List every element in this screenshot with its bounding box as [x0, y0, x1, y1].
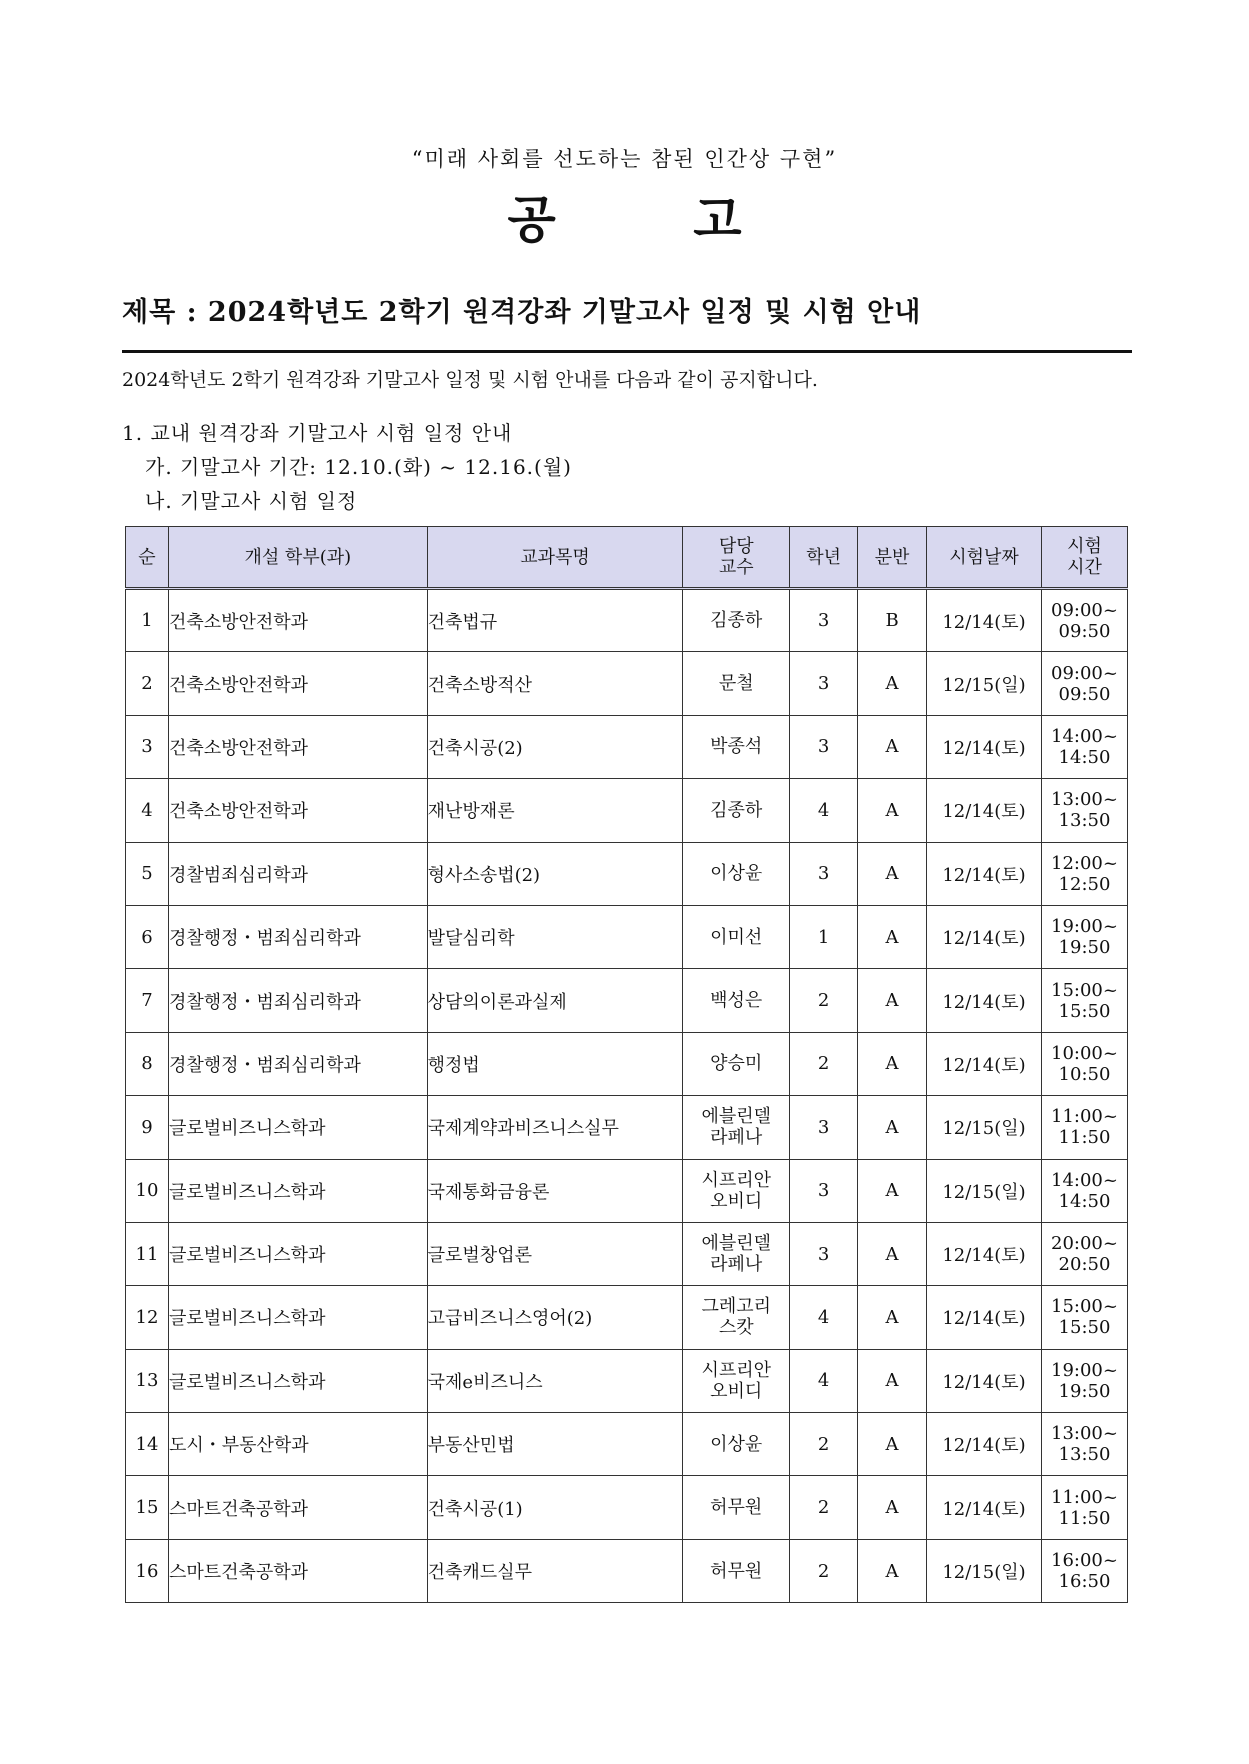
table-row	[126, 1476, 1128, 1539]
row-no: 6	[126, 905, 169, 968]
course-name: 상담의이론과실제	[427, 969, 683, 1032]
row-no: 14	[126, 1413, 169, 1476]
class-section: A	[858, 779, 927, 842]
professor: 양승미	[683, 1032, 790, 1095]
department: 경찰행정・범죄심리학과	[168, 1032, 427, 1095]
year: 2	[790, 1539, 858, 1602]
course-name: 재난방재론	[427, 779, 683, 842]
exam-period: 가. 기말고사 기간: 12.10.(화) ~ 12.16.(월)	[145, 455, 572, 479]
exam-time: 09:00~ 09:50	[1041, 652, 1127, 715]
department: 글로벌비즈니스학과	[168, 1286, 427, 1349]
class-section: A	[858, 1476, 927, 1539]
department: 글로벌비즈니스학과	[168, 1222, 427, 1285]
class-section: B	[858, 589, 927, 652]
year: 3	[790, 1159, 858, 1222]
course-name: 건축법규	[427, 589, 683, 652]
class-section: A	[858, 905, 927, 968]
table-header-row	[126, 527, 1128, 589]
row-no: 9	[126, 1096, 169, 1159]
table-row	[126, 779, 1128, 842]
exam-date: 12/14(토)	[927, 1476, 1042, 1539]
header-department: 개설 학부(과)	[168, 527, 427, 589]
department: 건축소방안전학과	[168, 589, 427, 652]
department: 글로벌비즈니스학과	[168, 1096, 427, 1159]
professor: 이상윤	[683, 1413, 790, 1476]
schedule-title: 나. 기말고사 시험 일정	[145, 489, 358, 513]
row-no: 8	[126, 1032, 169, 1095]
course-name: 부동산민법	[427, 1413, 683, 1476]
class-section: A	[858, 1096, 927, 1159]
exam-time: 16:00~ 16:50	[1041, 1539, 1127, 1602]
exam-time: 15:00~ 15:50	[1041, 1286, 1127, 1349]
class-section: A	[858, 842, 927, 905]
row-no: 4	[126, 779, 169, 842]
exam-time: 13:00~ 13:50	[1041, 779, 1127, 842]
header-professor: 담당 교수	[683, 527, 790, 589]
professor: 에블린델 라페나	[683, 1096, 790, 1159]
table-row	[126, 1413, 1128, 1476]
course-name: 형사소송법(2)	[427, 842, 683, 905]
exam-date: 12/14(토)	[927, 589, 1042, 652]
class-section: A	[858, 1413, 927, 1476]
course-name: 고급비즈니스영어(2)	[427, 1286, 683, 1349]
title-divider	[122, 350, 1132, 353]
year: 4	[790, 779, 858, 842]
header-class: 분반	[858, 527, 927, 589]
exam-date: 12/14(토)	[927, 905, 1042, 968]
exam-date: 12/14(토)	[927, 1286, 1042, 1349]
exam-time: 10:00~ 10:50	[1041, 1032, 1127, 1095]
department: 글로벌비즈니스학과	[168, 1349, 427, 1412]
year: 2	[790, 1413, 858, 1476]
table-row	[126, 589, 1128, 652]
exam-time: 09:00~ 09:50	[1041, 589, 1127, 652]
professor: 김종하	[683, 589, 790, 652]
year: 2	[790, 969, 858, 1032]
course-name: 건축소방적산	[427, 652, 683, 715]
course-name: 행정법	[427, 1032, 683, 1095]
exam-date: 12/14(토)	[927, 842, 1042, 905]
course-name: 발달심리학	[427, 905, 683, 968]
motto: “미래 사회를 선도하는 참된 인간상 구현”	[411, 147, 838, 171]
exam-date: 12/14(토)	[927, 1222, 1042, 1285]
exam-time: 11:00~ 11:50	[1041, 1476, 1127, 1539]
department: 건축소방안전학과	[168, 715, 427, 778]
header-exam-time: 시험 시간	[1041, 527, 1127, 589]
row-no: 13	[126, 1349, 169, 1412]
row-no: 11	[126, 1222, 169, 1285]
table-row	[126, 1222, 1128, 1285]
exam-date: 12/15(일)	[927, 1096, 1042, 1159]
table-row	[126, 969, 1128, 1032]
table-row	[126, 905, 1128, 968]
professor: 시프리안 오비디	[683, 1349, 790, 1412]
professor: 허무원	[683, 1476, 790, 1539]
exam-time: 19:00~ 19:50	[1041, 1349, 1127, 1412]
class-section: A	[858, 1222, 927, 1285]
table-row	[126, 1349, 1128, 1412]
department: 건축소방안전학과	[168, 779, 427, 842]
header-no: 순	[126, 527, 169, 589]
course-name: 건축시공(2)	[427, 715, 683, 778]
table-row	[126, 1539, 1128, 1602]
course-name: 국제통화금융론	[427, 1159, 683, 1222]
class-section: A	[858, 1286, 927, 1349]
exam-date: 12/14(토)	[927, 1413, 1042, 1476]
intro-text: 2024학년도 2학기 원격강좌 기말고사 일정 및 시험 안내를 다음과 같이 공지합니다.	[122, 369, 818, 391]
table-row	[126, 842, 1128, 905]
year: 2	[790, 1476, 858, 1539]
class-section: A	[858, 1349, 927, 1412]
row-no: 7	[126, 969, 169, 1032]
department: 경찰행정・범죄심리학과	[168, 969, 427, 1032]
exam-time: 12:00~ 12:50	[1041, 842, 1127, 905]
department: 도시・부동산학과	[168, 1413, 427, 1476]
department: 경찰범죄심리학과	[168, 842, 427, 905]
table-row	[126, 1096, 1128, 1159]
year: 3	[790, 842, 858, 905]
exam-date: 12/14(토)	[927, 715, 1042, 778]
table-row	[126, 1032, 1128, 1095]
exam-time: 19:00~ 19:50	[1041, 905, 1127, 968]
course-name: 국제계약과비즈니스실무	[427, 1096, 683, 1159]
year: 3	[790, 715, 858, 778]
year: 3	[790, 589, 858, 652]
row-no: 3	[126, 715, 169, 778]
year: 3	[790, 1222, 858, 1285]
exam-date: 12/14(토)	[927, 1349, 1042, 1412]
table-row	[126, 652, 1128, 715]
exam-time: 20:00~ 20:50	[1041, 1222, 1127, 1285]
department: 스마트건축공학과	[168, 1476, 427, 1539]
year: 3	[790, 1096, 858, 1159]
course-name: 국제e비즈니스	[427, 1349, 683, 1412]
header-exam-date: 시험날짜	[927, 527, 1042, 589]
professor: 백성은	[683, 969, 790, 1032]
exam-date: 12/14(토)	[927, 779, 1042, 842]
professor: 에블린델 라페나	[683, 1222, 790, 1285]
row-no: 16	[126, 1539, 169, 1602]
row-no: 15	[126, 1476, 169, 1539]
professor: 이상윤	[683, 842, 790, 905]
exam-time: 15:00~ 15:50	[1041, 969, 1127, 1032]
document-subject: 제목 : 2024학년도 2학기 원격강좌 기말고사 일정 및 시험 안내	[122, 297, 922, 328]
year: 3	[790, 652, 858, 715]
exam-date: 12/15(일)	[927, 1159, 1042, 1222]
professor: 문철	[683, 652, 790, 715]
table-row	[126, 1286, 1128, 1349]
row-no: 1	[126, 589, 169, 652]
exam-time: 14:00~ 14:50	[1041, 1159, 1127, 1222]
year: 4	[790, 1286, 858, 1349]
department: 글로벌비즈니스학과	[168, 1159, 427, 1222]
department: 건축소방안전학과	[168, 652, 427, 715]
notice-title: 공 고	[507, 190, 742, 249]
exam-time: 13:00~ 13:50	[1041, 1413, 1127, 1476]
exam-date: 12/15(일)	[927, 652, 1042, 715]
row-no: 2	[126, 652, 169, 715]
class-section: A	[858, 1032, 927, 1095]
section-1-title: 1. 교내 원격강좌 기말고사 시험 일정 안내	[122, 421, 513, 445]
professor: 허무원	[683, 1539, 790, 1602]
department: 스마트건축공학과	[168, 1539, 427, 1602]
table-body	[126, 589, 1128, 1603]
exam-time: 14:00~ 14:50	[1041, 715, 1127, 778]
professor: 그레고리 스캇	[683, 1286, 790, 1349]
row-no: 12	[126, 1286, 169, 1349]
course-name: 건축캐드실무	[427, 1539, 683, 1602]
year: 2	[790, 1032, 858, 1095]
department: 경찰행정・범죄심리학과	[168, 905, 427, 968]
course-name: 건축시공(1)	[427, 1476, 683, 1539]
class-section: A	[858, 969, 927, 1032]
class-section: A	[858, 715, 927, 778]
professor: 이미선	[683, 905, 790, 968]
exam-date: 12/14(토)	[927, 1032, 1042, 1095]
class-section: A	[858, 1159, 927, 1222]
header-course: 교과목명	[427, 527, 683, 589]
class-section: A	[858, 652, 927, 715]
row-no: 5	[126, 842, 169, 905]
table-row	[126, 1159, 1128, 1222]
professor: 김종하	[683, 779, 790, 842]
exam-time: 11:00~ 11:50	[1041, 1096, 1127, 1159]
year: 4	[790, 1349, 858, 1412]
year: 1	[790, 905, 858, 968]
exam-date: 12/14(토)	[927, 969, 1042, 1032]
exam-date: 12/15(일)	[927, 1539, 1042, 1602]
professor: 시프리안 오비디	[683, 1159, 790, 1222]
row-no: 10	[126, 1159, 169, 1222]
table-row	[126, 715, 1128, 778]
header-year: 학년	[790, 527, 858, 589]
course-name: 글로벌창업론	[427, 1222, 683, 1285]
professor: 박종석	[683, 715, 790, 778]
exam-schedule-table	[125, 526, 1128, 1603]
class-section: A	[858, 1539, 927, 1602]
